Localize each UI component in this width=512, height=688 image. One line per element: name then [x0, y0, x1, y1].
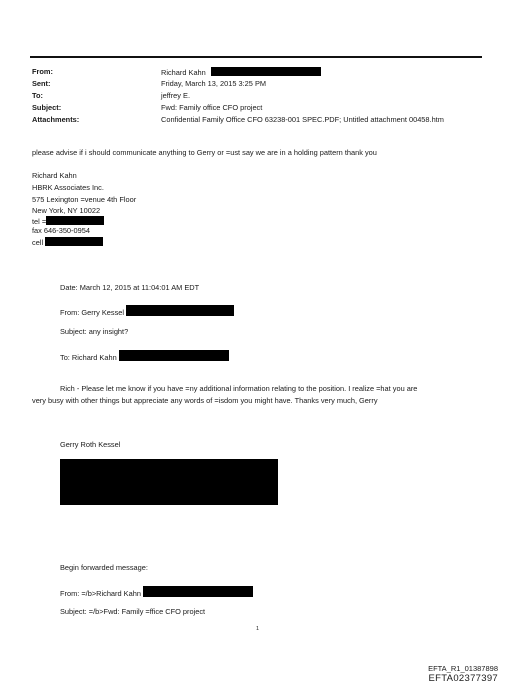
subject-value: Fwd: Family office CFO project — [161, 103, 263, 112]
attachments-value: Confidential Family Office CFO 63238-001 SPEC.PDF; Untitled attachment 00458.htm — [161, 115, 444, 124]
forwarded-subject: Subject: any insight? — [60, 327, 129, 336]
to-label: To: — [32, 91, 43, 100]
forwarded-from — [60, 305, 234, 317]
forwarded-to-text: To: Richard Kahn — [60, 353, 117, 362]
signature-cell-label: cell — [32, 238, 44, 247]
redaction-block — [60, 459, 278, 505]
forwarded-2-from — [60, 586, 253, 598]
page-number: 1 — [256, 626, 260, 632]
redaction-box — [119, 350, 229, 361]
sent-label: Sent: — [32, 79, 51, 88]
header-rule — [30, 56, 482, 58]
signature-address-line2: New York, NY 10022 — [32, 206, 101, 215]
redaction-box — [45, 237, 103, 246]
attachments-label: Attachments: — [32, 115, 80, 124]
signature-tel-label: tel = — [32, 217, 47, 226]
from-label: From: — [32, 67, 53, 76]
forwarded-to — [60, 350, 229, 362]
redaction-box — [126, 305, 234, 316]
efta-code-2: EFTA02377397 — [428, 673, 498, 684]
signature-tel — [32, 216, 104, 226]
signature-company: HBRK Associates Inc. — [32, 183, 104, 192]
from-value — [161, 67, 321, 77]
signature-address-line1: 575 Lexington =venue 4th Floor — [32, 195, 137, 204]
forwarded-body-line-1: Rich - Please let me know if you have =ny additional information relating to the position. I realize =hat you are — [60, 384, 418, 393]
signature-name: Richard Kahn — [32, 171, 77, 180]
subject-label: Subject: — [32, 103, 62, 112]
redaction-box — [46, 216, 104, 225]
redaction-box — [211, 67, 321, 76]
forwarded-signature-name: Gerry Roth Kessel — [60, 440, 121, 449]
forwarded-from-text: From: Gerry Kessel — [60, 308, 125, 317]
signature-cell — [32, 237, 103, 247]
signature-fax: fax 646-350-0954 — [32, 226, 90, 235]
forwarded-2-from-text: From: =/b>Richard Kahn — [60, 589, 141, 598]
to-value: jeffrey E. — [161, 91, 191, 100]
sent-value: Friday, March 13, 2015 3:25 PM — [161, 79, 267, 88]
efta-code-1: EFTA_R1_01387898 — [428, 664, 498, 673]
redaction-box — [143, 586, 253, 597]
begin-forwarded-label: Begin forwarded message: — [60, 563, 148, 572]
from-name: Richard Kahn — [161, 68, 206, 77]
forwarded-date: Date: March 12, 2015 at 11:04:01 AM EDT — [60, 283, 200, 292]
forwarded-body-line-2: very busy with other things but appreciate any words of =isdom you might have. Thanks very much, Gerry — [32, 396, 378, 405]
email-body-line: please advise if i should communicate anything to Gerry or =ust say we are in a holding pattern thank you — [32, 148, 377, 157]
forwarded-2-subject: Subject: =/b>Fwd: Family =ffice CFO project — [60, 607, 206, 616]
